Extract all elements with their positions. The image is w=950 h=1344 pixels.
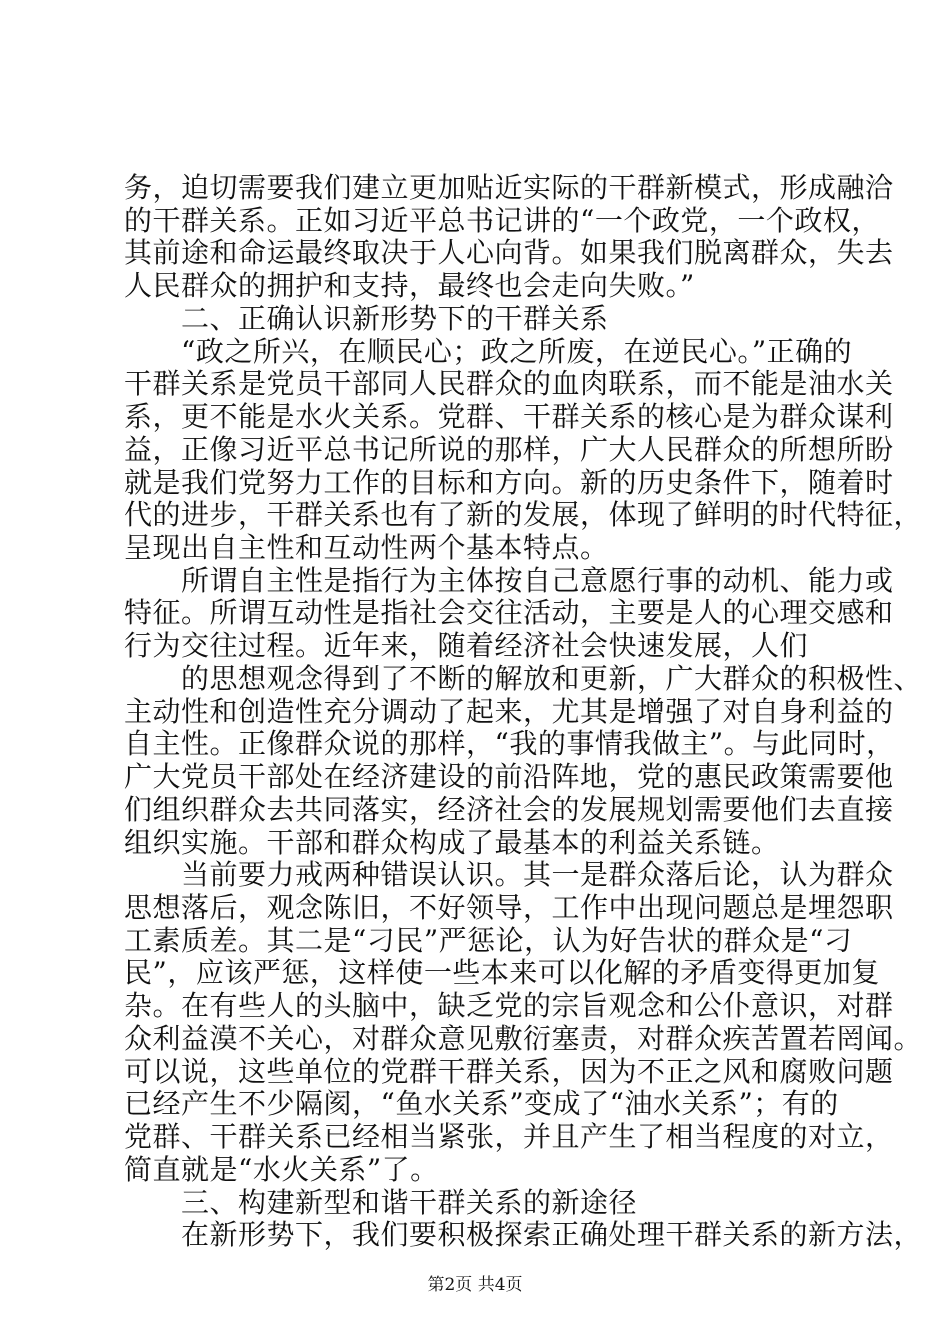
body-text-line: 简直就是“水火关系”了。 [124, 1152, 439, 1186]
body-text-line: 的思想观念得到了不断的解放和更新，广大群众的积极性、 [181, 661, 923, 695]
body-text-line: 已经产生不少隔阂，“鱼水关系”变成了“油水关系”；有的 [124, 1087, 839, 1121]
body-text-line: 主动性和创造性充分调动了起来，尤其是增强了对自身利益的 [124, 694, 894, 728]
body-text-line: 可以说，这些单位的党群干群关系，因为不正之风和腐败问题 [124, 1054, 894, 1088]
body-text-line: “政之所兴，在顺民心；政之所废，在逆民心。”正确的 [181, 334, 853, 368]
page-number-footer: 第2页 共4页 [427, 1275, 523, 1295]
body-text-line: 人民群众的拥护和支持，最终也会走向失败。” [124, 269, 695, 303]
body-text-line: 思想落后，观念陈旧，不好领导，工作中出现问题总是埋怨职 [124, 891, 894, 924]
body-text-line: 广大党员干部处在经济建设的前沿阵地，党的惠民政策需要他 [124, 760, 894, 794]
body-text-line: 工素质差。其二是“刁民”严惩论，认为好告状的群众是“刁 [124, 923, 853, 957]
body-text-line: 组织实施。干部和群众构成了最基本的利益关系链。 [124, 825, 780, 859]
section-heading: 二、正确认识新形势下的干群关系 [181, 301, 609, 335]
body-text-line: 的干群关系。正如习近平总书记讲的“一个政党，一个政权， [124, 203, 880, 237]
body-text-line: 就是我们党努力工作的目标和方向。新的历史条件下，随着时 [124, 465, 894, 499]
body-text-line: 干群关系是党员干部同人民群众的血肉联系，而不能是油水关 [124, 367, 894, 401]
body-text-line: 们组织群众去共同落实，经济社会的发展规划需要他们去直接 [124, 792, 894, 826]
body-text-line: 众利益漠不关心，对群众意见敷衍塞责，对群众疾苦置若罔闻。 [124, 1021, 923, 1055]
body-text-line: 自主性。正像群众说的那样，“我的事情我做主”。与此同时， [124, 727, 895, 761]
body-text-line: 行为交往过程。近年来，随着经济社会快速发展，人们 [124, 629, 809, 663]
body-text-line: 所谓自主性是指行为主体按自己意愿行事的动机、能力或 [181, 563, 894, 597]
body-text-line: 当前要力戒两种错误认识。其一是群众落后论，认为群众 [181, 858, 894, 892]
body-text-line: 民”，应该严惩，这样使一些本来可以化解的矛盾变得更加复 [124, 956, 880, 990]
body-text-line: 系，更不能是水火关系。党群、干群关系的核心是为群众谋利 [124, 400, 894, 434]
body-text-line: 党群、干群关系已经相当紧张，并且产生了相当程度的对立， [124, 1120, 894, 1154]
body-text-line: 代的进步，干群关系也有了新的发展，体现了鲜明的时代特征， [124, 498, 923, 532]
body-text-line: 其前途和命运最终取决于人心向背。如果我们脱离群众，失去 [124, 236, 894, 270]
body-text-line: 呈现出自主性和互动性两个基本特点。 [124, 531, 609, 564]
body-text-line: 特征。所谓互动性是指社会交往活动，主要是人的心理交感和 [124, 596, 894, 630]
body-text-line: 杂。在有些人的头脑中，缺乏党的宗旨观念和公仆意识，对群 [124, 989, 894, 1023]
body-text-line: 益，正像习近平总书记所说的那样，广大人民群众的所想所盼 [124, 432, 894, 466]
body-text-line: 务，迫切需要我们建立更加贴近实际的干群新模式，形成融洽 [124, 171, 894, 204]
body-text-line: 在新形势下，我们要积极探索正确处理干群关系的新方法， [181, 1218, 923, 1252]
section-heading: 三、构建新型和谐干群关系的新途径 [181, 1185, 638, 1219]
